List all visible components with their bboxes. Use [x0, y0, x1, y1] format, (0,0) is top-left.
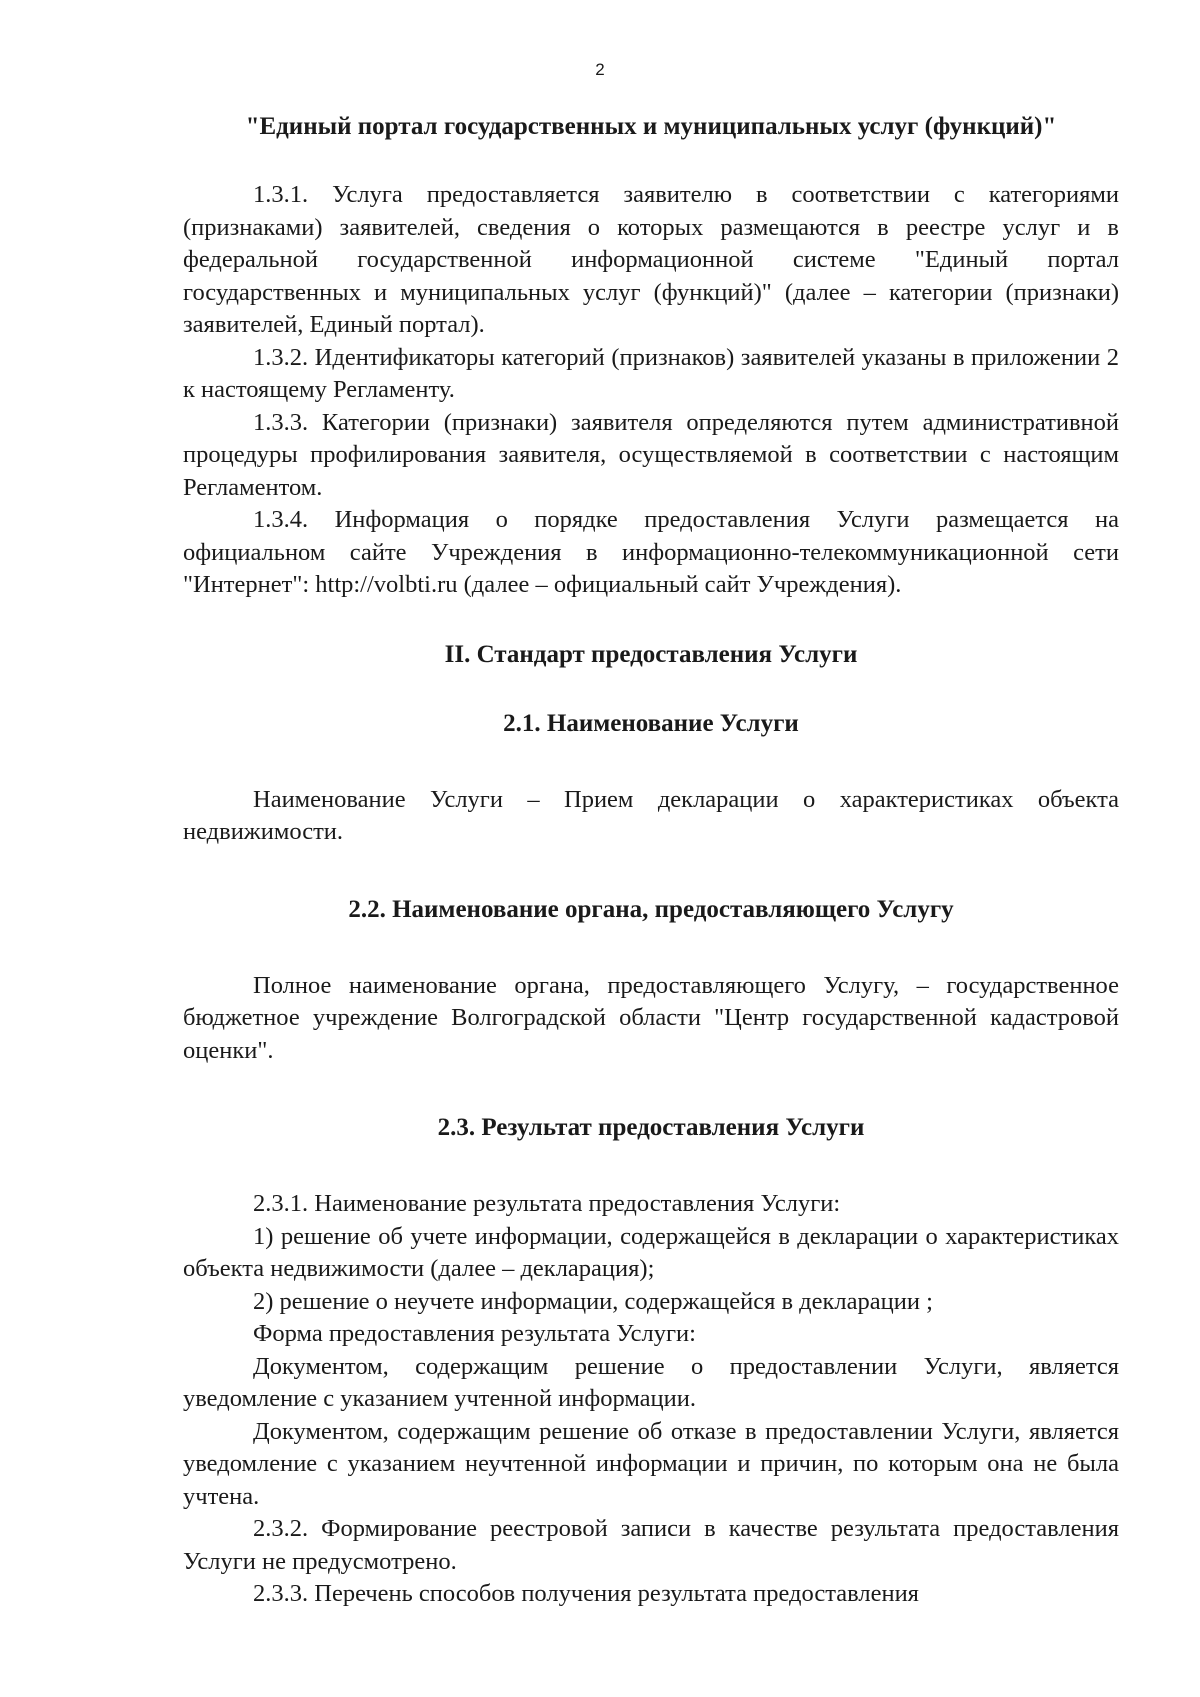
paragraph-2-2: Полное наименование органа, предоставляющего Услугу, – государственное бюджетное учреждение Волгоградской области "Центр государственной кадастровой оценки".: [183, 971, 1119, 1064]
document-body: [183, 110, 1119, 1611]
paragraph-1-3-2: 1.3.2. Идентификаторы категорий (признаков) заявителей указаны в приложении 2 к настоящему Регламенту.: [183, 343, 1119, 403]
paragraph-2-3-2: 2.3.2. Формирование реестровой записи в качестве результата предоставления Услуги не предусмотрено.: [183, 1515, 1119, 1575]
paragraph-result-form: Форма предоставления результата Услуги:: [253, 1320, 696, 1347]
subsection-heading-2-1: 2.1. Наименование Услуги: [503, 709, 799, 737]
paragraph-2-3-3: 2.3.3. Перечень способов получения результата предоставления: [253, 1580, 919, 1607]
page-title: "Единый портал государственных и муниципальных услуг (функций)": [245, 113, 1057, 140]
paragraph-result-positive: Документом, содержащим решение о предоставлении Услуги, является уведомление с указанием учтенной информации.: [183, 1352, 1119, 1412]
paragraph-2-3-1: 2.3.1. Наименование результата предоставления Услуги:: [253, 1190, 841, 1217]
subsection-heading-2-2: 2.2. Наименование органа, предоставляющего Услугу: [348, 895, 954, 923]
paragraph-1-3-4: 1.3.4. Информация о порядке предоставления Услуги размещается на официальном сайте Учреждения в информационно-телекоммуникационной сети "Интернет": http://volbti.ru (далее – официальный сайт Учреждения).: [183, 506, 1119, 598]
paragraph-2-3-1-item-1: 1) решение об учете информации, содержащейся в декларации о характеристиках объекта недвижимости (далее – декларация);: [183, 1222, 1119, 1282]
page-number: 2: [595, 60, 605, 79]
paragraph-1-3-3: 1.3.3. Категории (признаки) заявителя определяются путем административной процедуры профилирования заявителя, осуществляемой в соответствии с настоящим Регламентом.: [183, 408, 1119, 501]
paragraph-2-1: Наименование Услуги – Прием декларации о характеристиках объекта недвижимости.: [183, 785, 1119, 845]
section-heading-2: II. Стандарт предоставления Услуги: [444, 640, 858, 668]
paragraph-2-3-1-item-2: 2) решение о неучете информации, содержащейся в декларации ;: [253, 1287, 933, 1315]
paragraph-1-3-1: 1.3.1. Услуга предоставляется заявителю в соответствии с категориями (признаками) заявителей, сведения о которых размещаются в реестре услуг и в федеральной государственной информационной системе "Единый портал государственных и муниципальных услуг (функций)" (далее – категории (признаки) заявителей, Единый портал).: [183, 181, 1119, 338]
subsection-heading-2-3: 2.3. Результат предоставления Услуги: [437, 1114, 865, 1141]
paragraph-result-negative: Документом, содержащим решение об отказе в предоставлении Услуги, является уведомление с указанием неучтенной информации и причин, по которым она не была учтена.: [183, 1417, 1119, 1510]
